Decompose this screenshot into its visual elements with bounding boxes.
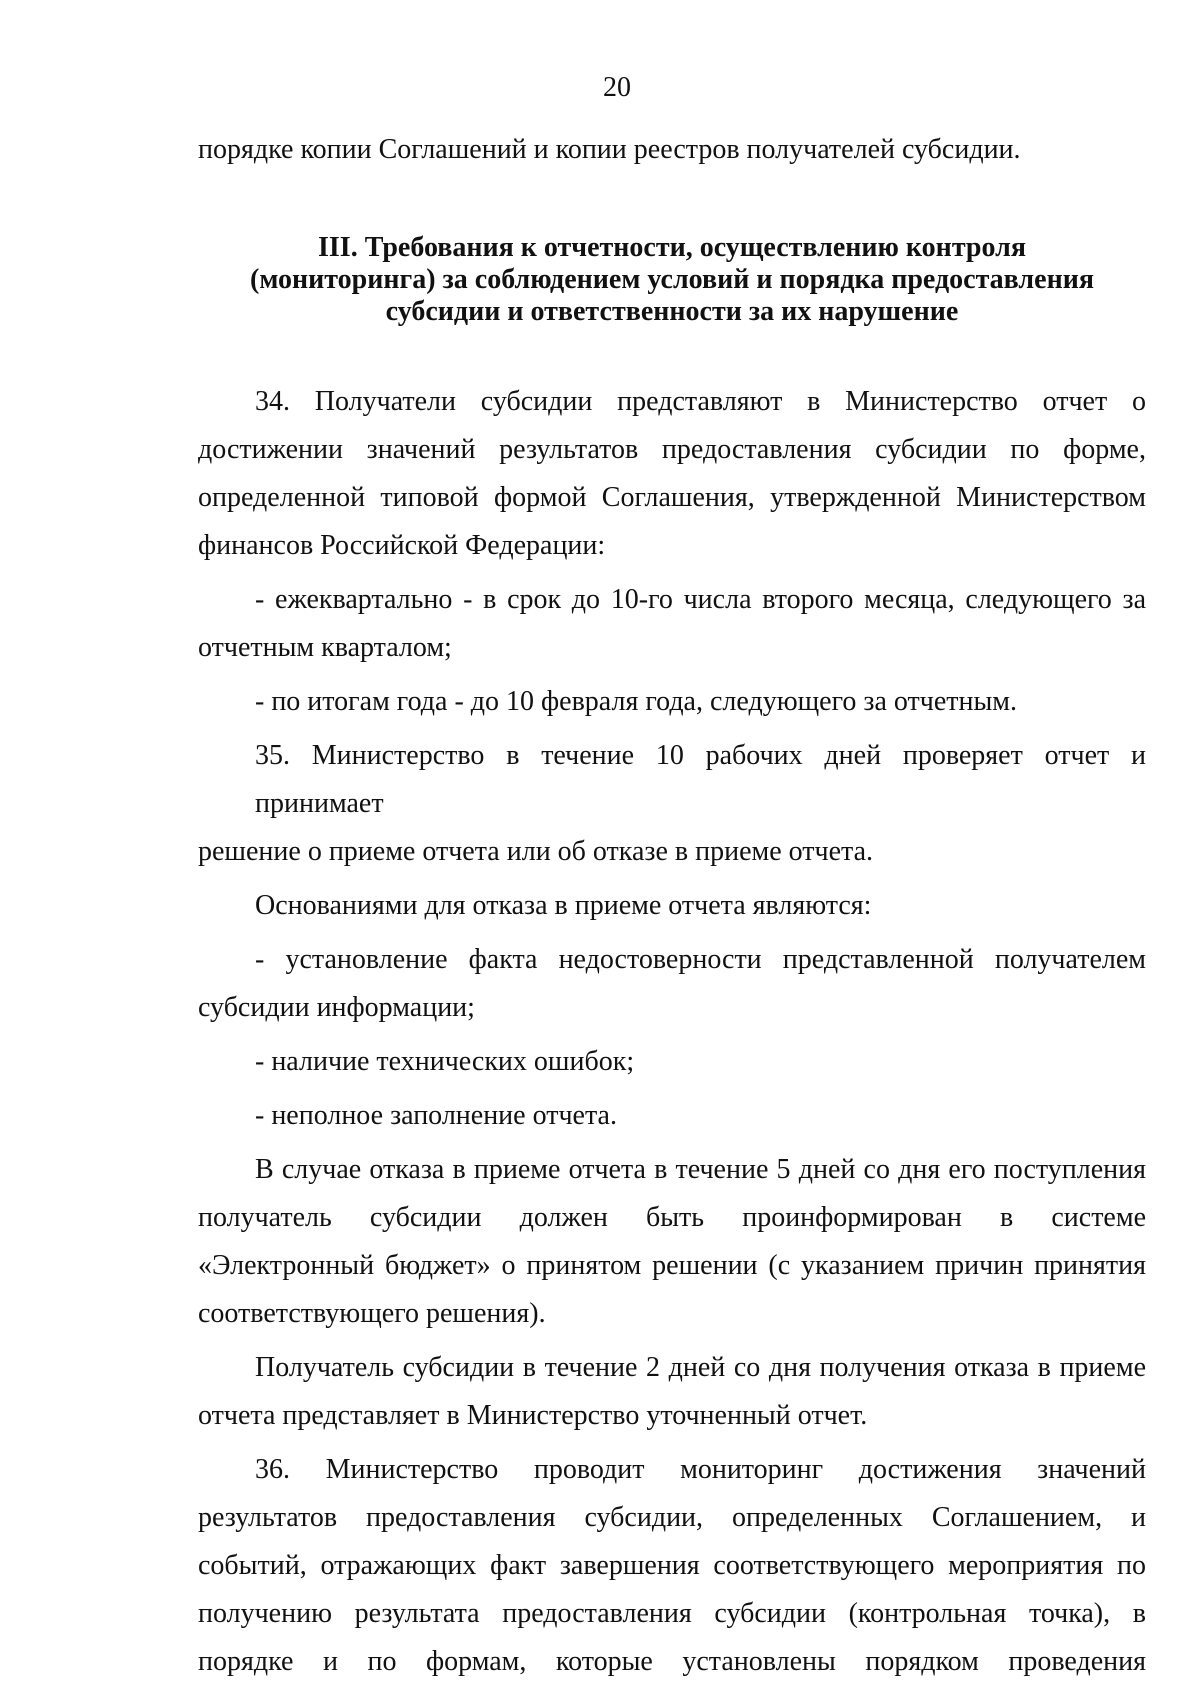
text-line: субсидии информации; [198, 992, 475, 1023]
heading-line: субсидии и ответственности за их нарушение [385, 296, 959, 327]
text-line: 36. Министерство проводит мониторинг достижения значений [255, 1454, 1146, 1485]
text-line: получатель субсидии должен быть проинформирован в системе [198, 1202, 1146, 1233]
text-line: отчетным кварталом; [198, 632, 452, 663]
paragraph-resubmit [198, 1344, 1146, 1440]
text-line: порядке копии Соглашений и копии реестров получателей субсидии. [198, 134, 1021, 165]
text-line: - установление факта недостоверности представленной получателем [255, 944, 1146, 975]
heading-line: (мониторинга) за соблюдением условий и порядка предоставления [250, 264, 1094, 295]
text-line: соответствующего решения). [198, 1298, 546, 1329]
paragraph-refusal [198, 1146, 1146, 1338]
paragraph-35 [198, 732, 1146, 876]
text-line: - ежеквартально - в срок до 10-го числа второго месяца, следующего за [255, 584, 1146, 615]
list-item-grounds-1 [198, 936, 1146, 1032]
text-line: результатов предоставления субсидии, определенных Соглашением, и [198, 1502, 1146, 1533]
list-item-grounds-3: - неполное заполнение отчета. [255, 1100, 617, 1131]
text-line: Получатель субсидии в течение 2 дней со дня получения отказа в приеме [255, 1352, 1146, 1383]
text-line: финансов Российской Федерации: [198, 530, 606, 561]
text-line: В случае отказа в приеме отчета в течение 5 дней со дня его поступления [255, 1154, 1146, 1185]
page-number: 20 [603, 72, 631, 103]
list-item-yearly: - по итогам года - до 10 февраля года, следующего за отчетным. [255, 686, 1018, 717]
text-line: получению результата предоставления субсидии (контрольная точка), в [198, 1598, 1146, 1629]
text-line: отчета представляет в Министерство уточненный отчет. [198, 1400, 868, 1431]
grounds-heading: Основаниями для отказа в приеме отчета являются: [255, 890, 872, 921]
text-line: порядке и по формам, которые установлены порядком проведения [198, 1646, 1146, 1677]
text-line: «Электронный бюджет» о принятом решении (с указанием причин принятия [198, 1250, 1146, 1281]
text-line: решение о приеме отчета или об отказе в приеме отчета. [198, 836, 874, 867]
text-line: 35. Министерство в течение 10 рабочих дней проверяет отчет и принимает [255, 740, 1146, 819]
text-line: 34. Получатели субсидии представляют в Министерство отчет о [255, 386, 1146, 417]
text-line: определенной типовой формой Соглашения, утвержденной Министерством [198, 482, 1146, 513]
section-heading [198, 232, 1146, 328]
text-line: достижении значений результатов предоставления субсидии по форме, [198, 434, 1146, 465]
document-body [198, 126, 1146, 1686]
paragraph-36 [198, 1446, 1146, 1686]
paragraph-34 [198, 378, 1146, 570]
list-item-quarterly [198, 576, 1146, 672]
list-item-grounds-2: - наличие технических ошибок; [255, 1046, 635, 1077]
text-line: событий, отражающих факт завершения соответствующего мероприятия по [198, 1550, 1146, 1581]
heading-line: III. Требования к отчетности, осуществлению контроля [318, 232, 1026, 263]
